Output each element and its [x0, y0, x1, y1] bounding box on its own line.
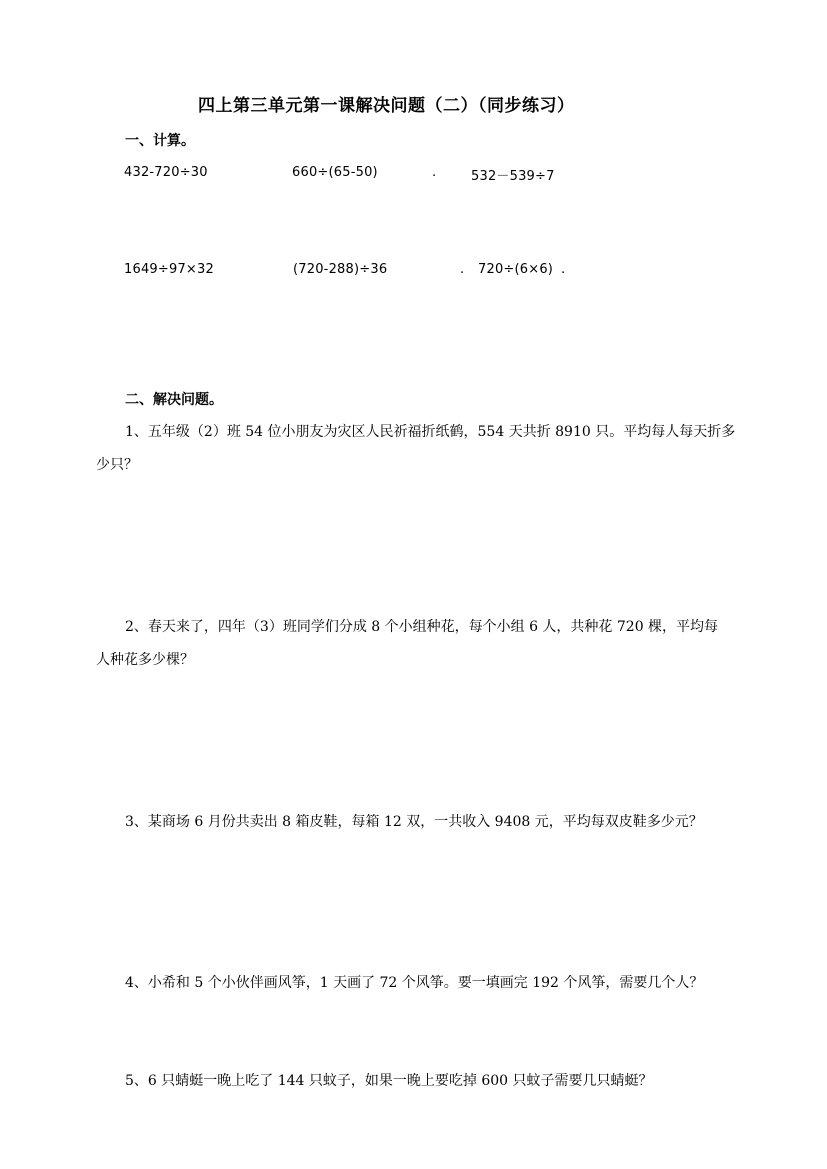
section-heading-problems: 二、解决问题。	[125, 392, 223, 408]
calc-expression-2: 660÷(65-50)	[292, 165, 378, 180]
page-title: 四上第三单元第一课解决问题（二）（同步练习）	[198, 96, 575, 116]
calc-expression-5: (720-288)÷36	[293, 262, 388, 277]
calc-expression-1: 432-720÷30	[124, 165, 208, 180]
problem-2-line-2: 人种花多少棵？	[96, 652, 194, 668]
dot-mark: .	[460, 262, 465, 277]
calc-expression-6: 720÷(6×6)	[478, 262, 554, 277]
problem-3: 3、某商场 6 月份共卖出 8 箱皮鞋，每箱 12 双，一共收入 9408 元，平均每双皮鞋多少元？	[125, 814, 703, 830]
problem-4: 4、小希和 5 个小伙伴画风筝，1 天画了 72 个风筝。要一填画完 192 个风筝，需要几个人？	[125, 975, 704, 991]
section-heading-calculation: 一、计算。	[125, 133, 195, 149]
problem-2-line-1: 2、春天来了，四年（3）班同学们分成 8 个小组种花，每个小组 6 人，共种花 720 棵，平均每	[125, 619, 719, 635]
dot-mark: .	[561, 262, 566, 277]
problem-5: 5、6 只蜻蜓一晚上吃了 144 只蚊子，如果一晚上要吃掉 600 只蚊子需要几只蜻蜓？	[125, 1073, 653, 1089]
problem-1-line-1: 1、五年级（2）班 54 位小朋友为灾区人民祈福折纸鹤，554 天共折 8910 只。平均每人每天折多	[125, 424, 736, 440]
problem-1-line-2: 少只？	[96, 457, 138, 473]
dot-mark: .	[432, 165, 437, 180]
calc-expression-4: 1649÷97×32	[124, 262, 214, 277]
calc-expression-3: 532－539÷7	[471, 169, 555, 184]
